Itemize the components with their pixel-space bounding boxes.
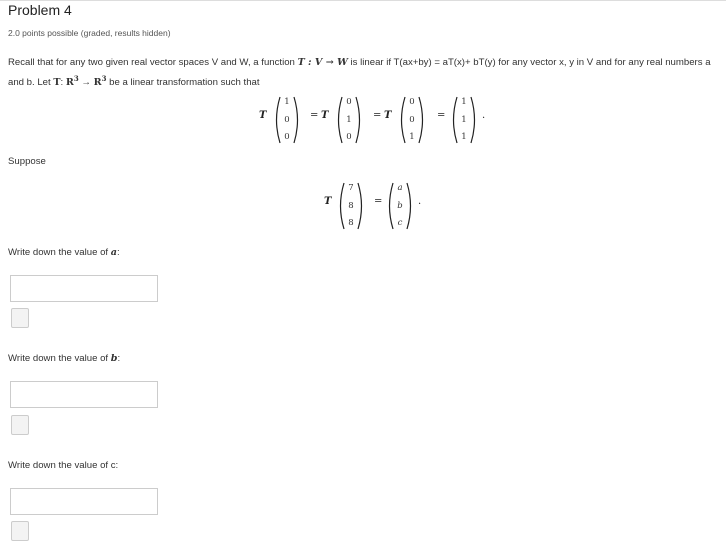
eq1-T3: T	[384, 110, 392, 121]
eq1-vec1-0: 1	[284, 97, 290, 107]
intro-text-2: is linear if T(ax+by) = aT(x)+ bT(y) for any vector x, y in V and for any real numbers a and b. Let	[8, 57, 711, 89]
answer-c-input[interactable]	[10, 488, 158, 515]
eq2-vec-left	[344, 183, 358, 229]
question-b-label	[8, 353, 120, 364]
eq1-vec2-2: 0	[346, 132, 352, 142]
eq1-vec3-1: 0	[409, 114, 415, 125]
problem-title: Problem 4	[8, 2, 72, 18]
eq1-vec1-1: 0	[284, 114, 290, 125]
question-c-label: Write down the value of c:	[8, 460, 119, 471]
eq2-vecr-1: b	[397, 200, 403, 211]
intro-map-R2: R	[93, 77, 102, 89]
eq2-vecl-2: 8	[348, 218, 354, 228]
intro-map-arrow: →	[78, 77, 94, 89]
answer-b-status-button[interactable]	[11, 415, 29, 435]
question-b-prefix: Write down the value of	[8, 353, 111, 364]
answer-a-status-button[interactable]	[11, 308, 29, 328]
points-status: 2.0 points possible (graded, results hidden)	[8, 28, 171, 38]
eq1-vec4	[457, 97, 471, 143]
eq1-vec3	[405, 97, 419, 143]
answer-c-status-button[interactable]	[11, 521, 29, 541]
eq1-vec4-1: 1	[461, 114, 467, 125]
intro-map-exp1: 3	[73, 74, 79, 83]
eq2-equals: =	[374, 196, 383, 207]
eq2-T: T	[324, 196, 332, 207]
answer-a-input[interactable]	[10, 275, 158, 302]
eq1-vec3-0: 0	[409, 97, 415, 107]
question-a-label	[8, 247, 120, 258]
eq2-vecr-2: c	[397, 218, 403, 228]
question-a-suffix: :	[116, 247, 120, 258]
question-a-var: a	[110, 247, 117, 258]
top-divider	[0, 0, 726, 1]
eq1-vec2	[342, 97, 356, 143]
eq1-vec2-1: 1	[346, 114, 352, 125]
intro-map-colon: :	[60, 77, 66, 89]
intro-map-T: T	[53, 77, 61, 89]
eq1-equals-1: =	[310, 110, 319, 121]
eq2-vecl-1: 8	[348, 200, 354, 211]
intro-text-1: Recall that for any two given real vector spaces V and W, a function	[8, 57, 298, 68]
eq2-vecr-0: a	[397, 183, 403, 193]
eq2-vecl-0: 7	[348, 183, 354, 193]
eq1-vec2-0: 0	[346, 97, 352, 107]
eq1-period: .	[482, 110, 486, 121]
eq1-T2: T	[321, 110, 329, 121]
intro-function: T : V → W	[297, 57, 348, 68]
eq1-equals-2: =	[373, 110, 382, 121]
eq1-T1: T	[259, 110, 267, 121]
eq1-vec1	[280, 97, 294, 143]
question-b-suffix: :	[117, 353, 121, 364]
eq1-vec1-2: 0	[284, 132, 290, 142]
eq1-vec4-0: 1	[461, 97, 467, 107]
answer-b-input[interactable]	[10, 381, 158, 408]
intro-map-exp2: 3	[101, 74, 107, 83]
eq2-vec-right	[393, 183, 407, 229]
eq1-vec3-2: 1	[409, 132, 415, 142]
eq1-vec4-2: 1	[461, 132, 467, 142]
intro-map-R1: R	[65, 77, 74, 89]
eq2-period: .	[418, 196, 422, 207]
eq1-equals-3: =	[437, 110, 446, 121]
intro-text-3: be a linear transformation such that	[106, 77, 260, 89]
suppose-label: Suppose	[8, 156, 46, 167]
question-a-prefix: Write down the value of	[8, 247, 111, 258]
problem-intro	[8, 55, 720, 91]
question-b-var: b	[110, 353, 118, 364]
